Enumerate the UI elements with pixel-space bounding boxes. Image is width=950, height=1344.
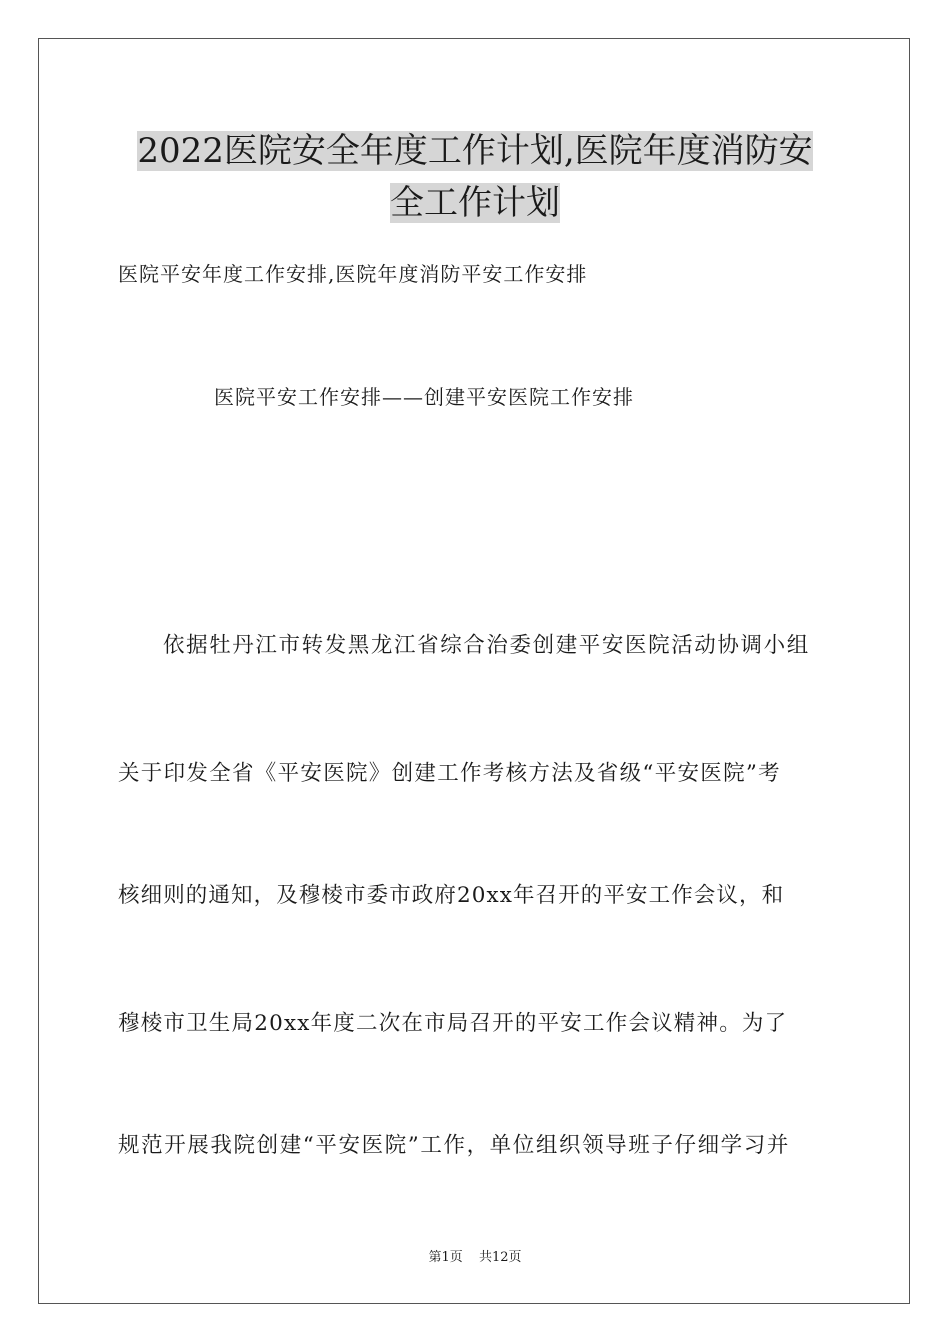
body-text-line: 核细则的通知，及穆棱市委市政府20xx年召开的平安工作会议，和 bbox=[118, 883, 785, 908]
page-footer bbox=[0, 1248, 950, 1268]
document-title-line-2: 全工作计划 bbox=[390, 183, 560, 223]
body-text-line: 规范开展我院创建“平安医院”工作，单位组织领导班子仔细学习并 bbox=[118, 1133, 790, 1158]
section-heading: 医院平安工作安排——创建平安医院工作安排 bbox=[214, 385, 634, 409]
body-text-line: 依据牡丹江市转发黑龙江省综合治委创建平安医院活动协调小组 bbox=[163, 633, 810, 658]
document-title bbox=[0, 125, 950, 229]
page-number-total: 共12页 bbox=[478, 1250, 522, 1265]
body-text-line: 关于印发全省《平安医院》创建工作考核方法及省级“平安医院”考 bbox=[118, 761, 781, 786]
document-title-line-1: 2022医院安全年度工作计划,医院年度消防安 bbox=[137, 131, 813, 171]
page-number-current: 第1页 bbox=[428, 1250, 463, 1265]
document-subtitle: 医院平安年度工作安排,医院年度消防平安工作安排 bbox=[118, 262, 588, 286]
body-text-line: 穆棱市卫生局20xx年度二次在市局召开的平安工作会议精神。为了 bbox=[118, 1011, 788, 1036]
